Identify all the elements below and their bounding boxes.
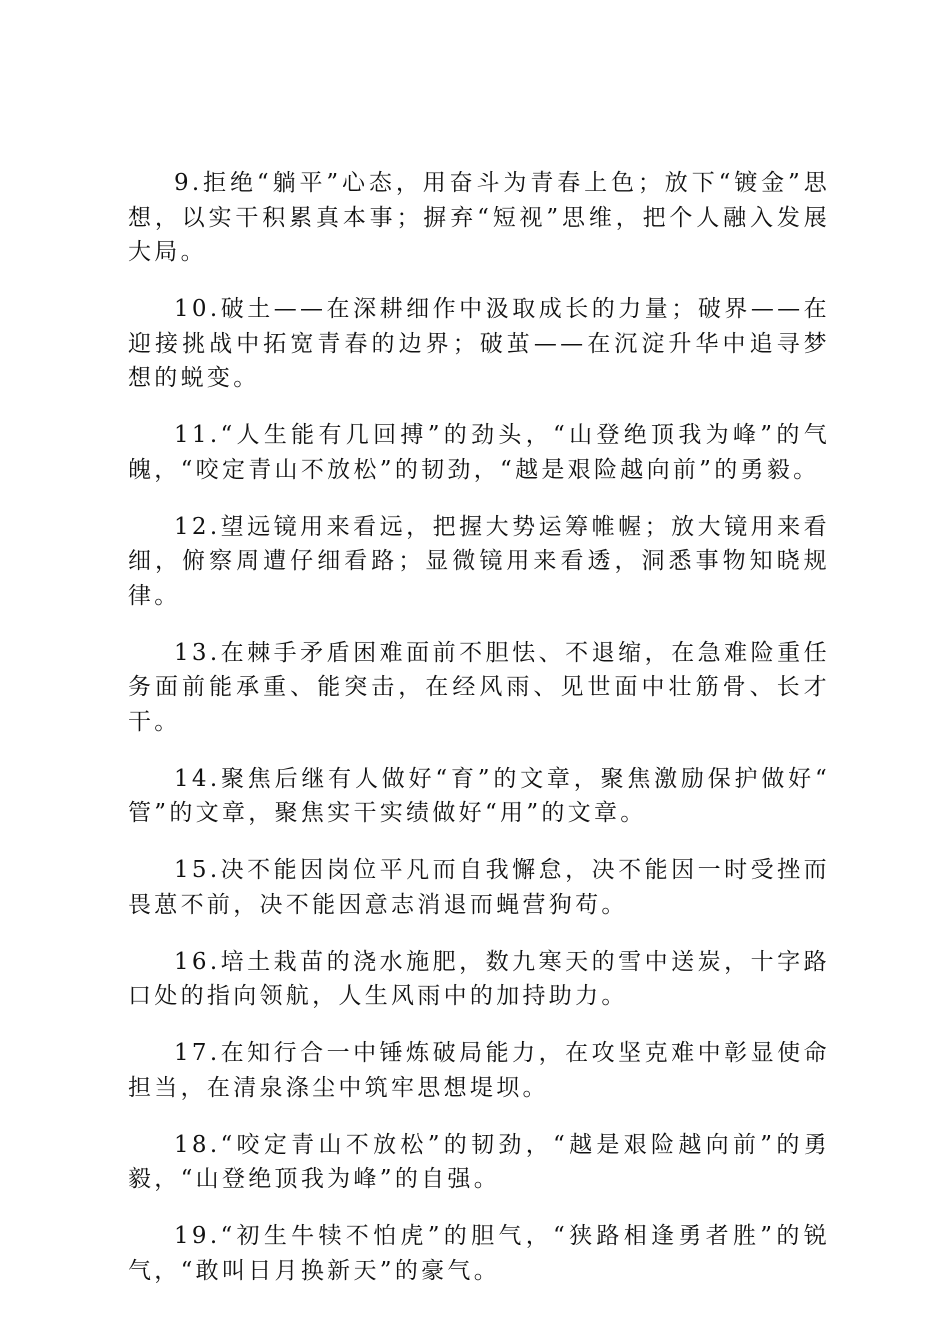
paragraph-9: 9.拒绝“躺平”心态，用奋斗为青春上色；放下“镀金”思想，以实干积累真本事；摒弃“短视”思维，把个人融入发展大局。: [128, 170, 830, 265]
paragraph-19: 19.“初生牛犊不怕虎”的胆气，“狭路相逢勇者胜”的锐气，“敢叫日月换新天”的豪气。: [128, 1223, 830, 1284]
paragraph-15: 15.决不能因岗位平凡而自我懈怠，决不能因一时受挫而畏葸不前，决不能因意志消退而蝇营狗苟。: [128, 857, 830, 918]
paragraph-13: 13.在棘手矛盾困难面前不胆怯、不退缩，在急难险重任务面前能承重、能突击，在经风雨、见世面中壮筋骨、长才干。: [128, 639, 830, 735]
paragraph-16: 16.培土栽苗的浇水施肥，数九寒天的雪中送炭，十字路口处的指向领航，人生风雨中的加持助力。: [128, 948, 830, 1009]
paragraph-10: 10.破土——在深耕细作中汲取成长的力量；破界——在迎接挑战中拓宽青春的边界；破茧——在沉淀升华中追寻梦想的蜕变。: [128, 296, 830, 391]
paragraph-12: 12.望远镜用来看远，把握大势运筹帷幄；放大镜用来看细，俯察周遭仔细看路；显微镜用来看透，洞悉事物知晓规律。: [128, 513, 830, 609]
paragraph-18: 18.“咬定青山不放松”的韧劲，“越是艰险越向前”的勇毅，“山登绝顶我为峰”的自强。: [128, 1131, 830, 1192]
document-body: [128, 166, 830, 1311]
paragraph-17: 17.在知行合一中锤炼破局能力，在攻坚克难中彰显使命担当，在清泉涤尘中筑牢思想堤坝。: [128, 1040, 830, 1101]
paragraph-11: 11.“人生能有几回搏”的劲头，“山登绝顶我为峰”的气魄，“咬定青山不放松”的韧劲，“越是艰险越向前”的勇毅。: [128, 422, 830, 483]
paragraph-14: 14.聚焦后继有人做好“育”的文章，聚焦激励保护做好“管”的文章，聚焦实干实绩做好“用”的文章。: [128, 765, 830, 826]
